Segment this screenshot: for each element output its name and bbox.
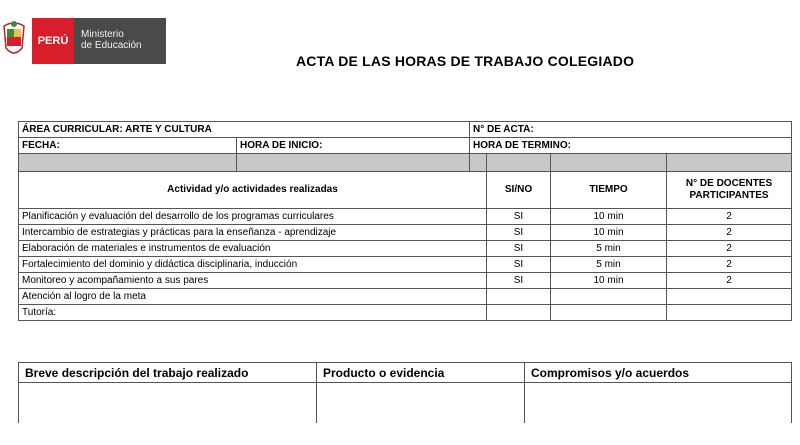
tiempo-cell: 10 min (551, 209, 667, 225)
si-no-cell (487, 305, 551, 321)
info-row-area (19, 122, 792, 138)
tiempo-cell: 5 min (551, 241, 667, 257)
ministry-logo (0, 18, 166, 64)
hora-termino-label: HORA DE TERMINO: (470, 138, 792, 154)
table-row (19, 209, 792, 225)
activity-cell: Monitoreo y acompañamiento a sus pares (19, 273, 487, 289)
activity-cell: Intercambio de estrategias y prácticas para la enseñanza - aprendizaje (19, 225, 487, 241)
col-header-activity: Actividad y/o actividades realizadas (19, 172, 487, 209)
docentes-cell: 2 (667, 209, 792, 225)
separator-cell (551, 154, 667, 172)
separator-cell (487, 154, 551, 172)
docentes-cell: 2 (667, 241, 792, 257)
activity-cell: Atención al logro de la meta (19, 289, 487, 305)
docentes-cell: 2 (667, 257, 792, 273)
fecha-label: FECHA: (19, 138, 237, 154)
activity-cell: Elaboración de materiales e instrumentos de evaluación (19, 241, 487, 257)
tiempo-cell: 5 min (551, 257, 667, 273)
acta-number-label: N° DE ACTA: (470, 122, 792, 138)
si-no-cell: SI (487, 225, 551, 241)
table-row (19, 225, 792, 241)
tiempo-cell (551, 305, 667, 321)
activities-table (18, 121, 792, 321)
table-row (19, 241, 792, 257)
summary-table (18, 362, 792, 423)
tiempo-cell: 10 min (551, 225, 667, 241)
activity-cell: Tutoría: (19, 305, 487, 321)
separator-cell (19, 154, 237, 172)
activity-cell: Planificación y evaluación del desarrollo de los programas curriculares (19, 209, 487, 225)
col-header-descripcion: Breve descripción del trabajo realizado (19, 363, 317, 383)
col-header-producto: Producto o evidencia (317, 363, 525, 383)
logo-ministry-text (74, 18, 166, 64)
table-row (19, 273, 792, 289)
si-no-cell: SI (487, 273, 551, 289)
logo-peru-text: PERÚ (32, 18, 74, 64)
activity-cell: Fortalecimiento del dominio y didáctica disciplinaria, inducción (19, 257, 487, 273)
info-row-dates (19, 138, 792, 154)
docentes-cell (667, 289, 792, 305)
hora-inicio-label: HORA DE INICIO: (237, 138, 470, 154)
table-row (19, 305, 792, 321)
table-row (19, 289, 792, 305)
descripcion-cell (19, 383, 317, 423)
si-no-cell (487, 289, 551, 305)
area-curricular-label: ÁREA CURRICULAR: ARTE Y CULTURA (19, 122, 470, 138)
tiempo-cell (551, 289, 667, 305)
activities-header-row (19, 172, 792, 209)
docentes-cell (667, 305, 792, 321)
separator-cell (237, 154, 470, 172)
col-header-tiempo: TIEMPO (551, 172, 667, 209)
si-no-cell: SI (487, 257, 551, 273)
logo-ministry-line2: de Educación (81, 40, 142, 51)
compromisos-cell (525, 383, 792, 423)
col-header-compromisos: Compromisos y/o acuerdos (525, 363, 792, 383)
col-header-si-no: SI/NO (487, 172, 551, 209)
separator-cell (667, 154, 792, 172)
summary-blank-row (19, 383, 792, 423)
coat-of-arms-icon (0, 18, 28, 64)
si-no-cell: SI (487, 241, 551, 257)
logo-ministry-line1: Ministerio (81, 29, 124, 40)
separator-cell (470, 154, 487, 172)
col-header-docentes: N° DE DOCENTES PARTICIPANTES (667, 172, 792, 209)
docentes-cell: 2 (667, 273, 792, 289)
docentes-cell: 2 (667, 225, 792, 241)
document-title: ACTA DE LAS HORAS DE TRABAJO COLEGIADO (296, 53, 635, 69)
summary-header-row (19, 363, 792, 383)
producto-cell (317, 383, 525, 423)
si-no-cell: SI (487, 209, 551, 225)
tiempo-cell: 10 min (551, 273, 667, 289)
table-row (19, 257, 792, 273)
separator-row (19, 154, 792, 172)
